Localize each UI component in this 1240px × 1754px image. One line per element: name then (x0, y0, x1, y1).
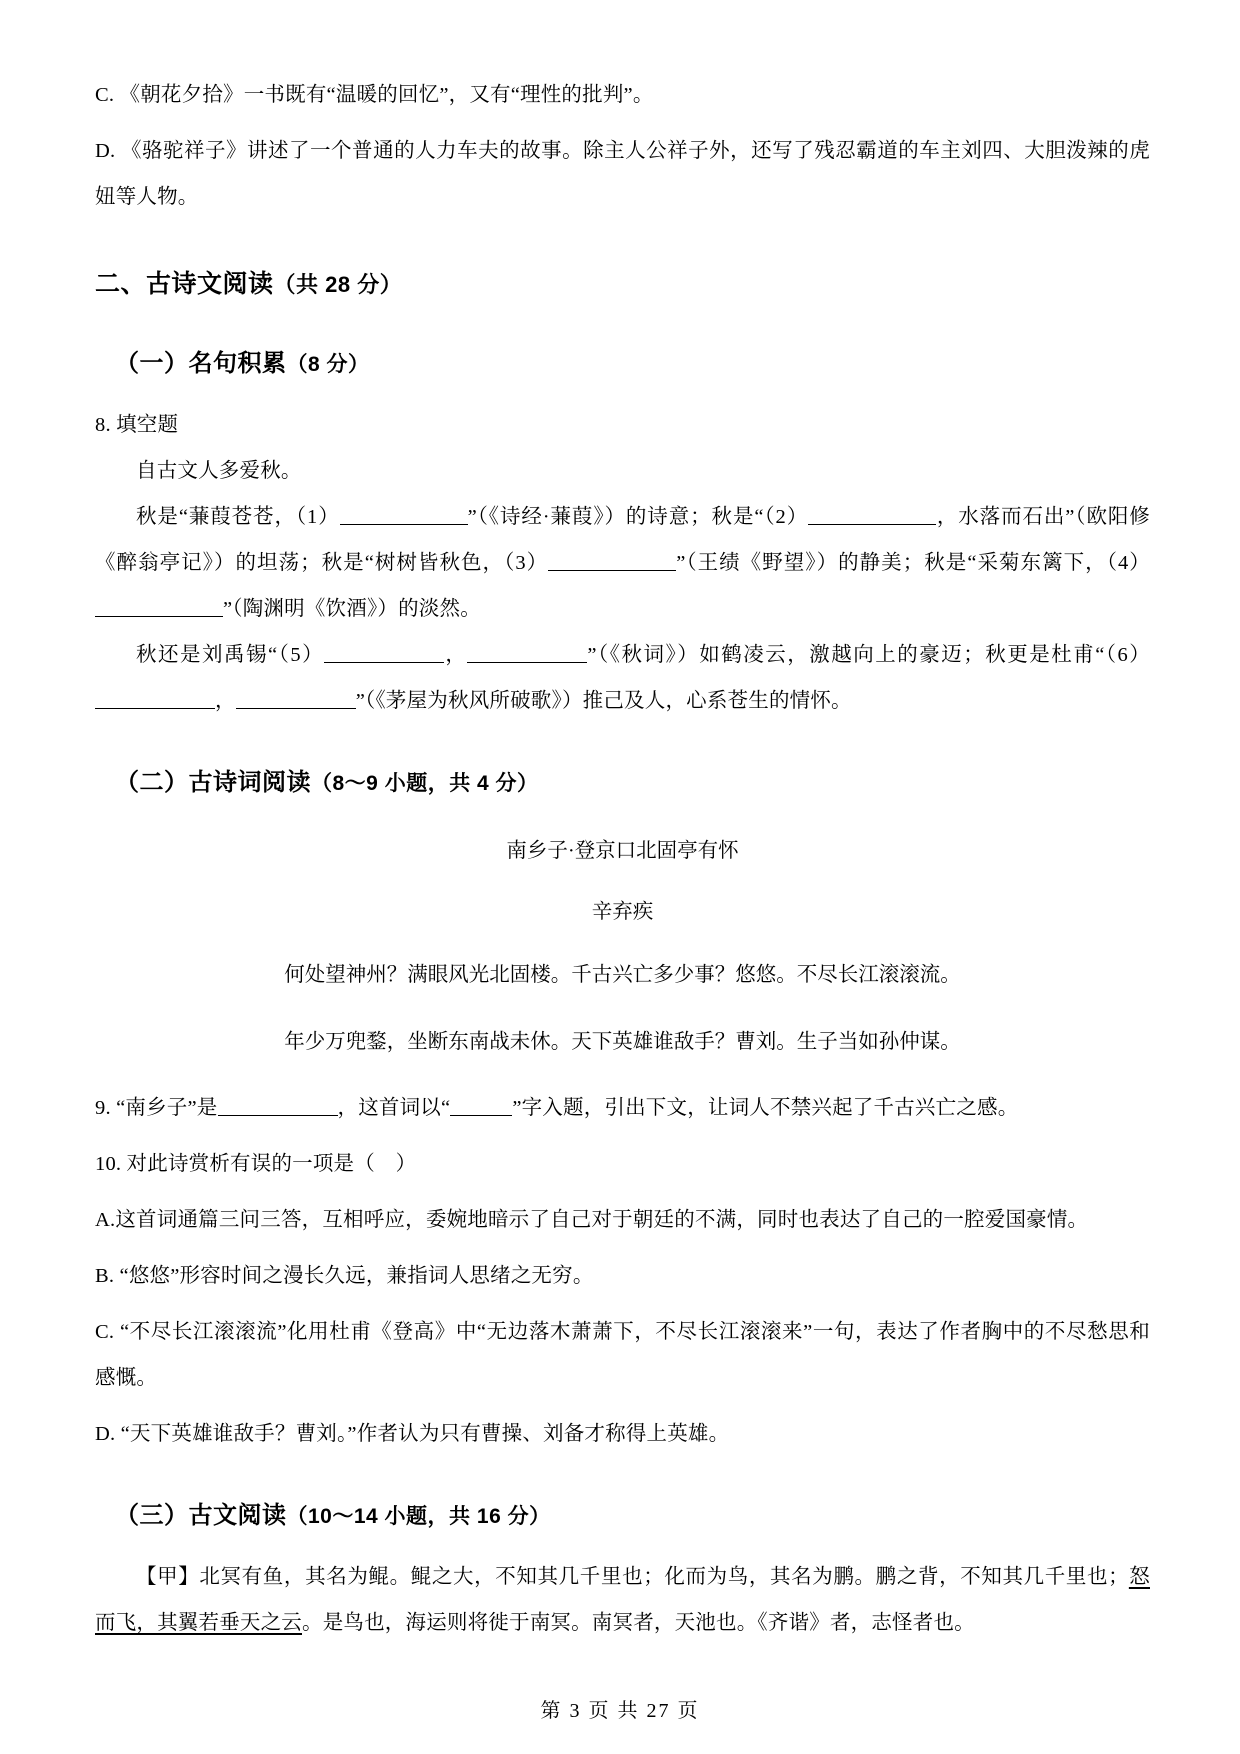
q10-option-text-a: 这首词通篇三问三答，互相呼应，委婉地暗示了自己对于朝廷的不满，同时也表达了自己的一腔爱国豪情。 (115, 1209, 1089, 1231)
q8-blank-4[interactable] (95, 596, 223, 618)
passage-jia-text-b: 。是鸟也，海运则将徙于南冥。南冥者，天池也。《齐谐》者，志怪者也。 (302, 1612, 975, 1634)
q8-blank-5b[interactable] (467, 642, 587, 664)
poem-line-2: 年少万兜鍪，坐断东南战未休。天下英雄谁敌手？曹刘。生子当如孙仲谋。 (284, 1030, 961, 1053)
page-footer: 第 3 页 共 27 页 (540, 1700, 700, 1722)
q8-blank-3[interactable] (548, 550, 676, 572)
option-row-c (95, 72, 1150, 118)
option-row-d (95, 128, 1150, 220)
subsection-heading-one-label: （一）名句积累 (115, 350, 287, 377)
subsection-heading-two (115, 764, 1150, 803)
q10-option-row-c (95, 1309, 1150, 1401)
question-10: 10. 对此诗赏析有误的一项是（ ） (95, 1153, 417, 1175)
option-text-c: 《朝花夕拾》一书既有“温暖的回忆”，又有“理性的批判”。 (119, 84, 654, 106)
q8-blank-marker-5: （5） (277, 644, 325, 666)
option-text-d: 《骆驼祥子》讲述了一个普通的人力车夫的故事。除主人公祥子外，还写了残忍霸道的车主刘四、大胆泼辣的虎妞等人物。 (95, 140, 1151, 208)
question-9 (95, 1085, 1150, 1131)
q10-option-label-b: B. (95, 1265, 115, 1287)
q10-option-text-c: “不尽长江滚滚流”化用杜甫《登高》中“无边落木萧萧下，不尽长江滚滚来”一句，表达了作者胸中的不尽愁思和感慨。 (95, 1321, 1151, 1389)
q8-blank-5a[interactable] (324, 642, 444, 664)
question-8-lead: 自古文人多爱秋。 (136, 460, 302, 482)
q10-option-label-a: A. (95, 1209, 116, 1231)
q10-option-row-d (95, 1411, 1150, 1457)
question-8-paragraph-2 (95, 632, 1150, 724)
poem-line-1: 何处望神州？满眼风光北固楼。千古兴亡多少事？悠悠。不尽长江滚滚流。 (284, 964, 961, 986)
section-heading-two-label: 二、古诗文阅读 (95, 270, 274, 298)
poem-title: 南乡子·登京口北固亭有怀 (506, 840, 739, 862)
q10-option-label-d: D. (95, 1423, 116, 1445)
q8-blank-6a[interactable] (95, 688, 215, 710)
question-8-paragraph-1 (95, 494, 1150, 632)
q8-blank-marker-3: （3） (504, 552, 549, 574)
q9-text-b: ，这首词以“ (337, 1097, 451, 1119)
q8-blank-1[interactable] (340, 504, 468, 526)
q9-blank-2[interactable] (450, 1095, 512, 1117)
passage-jia (95, 1554, 1150, 1646)
poem-author: 辛弃疾 (591, 900, 654, 923)
q10-option-row-b (95, 1253, 1150, 1299)
section-heading-two-score: （共 28 分） (273, 272, 403, 297)
subsection-heading-one (115, 345, 1150, 384)
q8-p1-text-a: 秋是“蒹葭苍苍， (136, 506, 296, 528)
subsection-heading-three-score: （10～14 小题，共 16 分） (286, 1505, 551, 1528)
q8-p1-text-b: ”（《诗经·蒹葭》）的诗意；秋是“ (467, 506, 764, 528)
q8-blank-marker-1: （1） (295, 506, 340, 528)
q8-p2-text-e: ”（《茅屋为秋风所破歌》）推己及人，心系苍生的情怀。 (355, 690, 852, 712)
q8-blank-marker-6: （6） (1104, 644, 1150, 666)
q9-text-c: ”字入题，引出下文，让词人不禁兴起了千古兴亡之感。 (512, 1097, 1019, 1119)
subsection-heading-two-label: （二）古诗词阅读 (115, 769, 311, 796)
q8-p2-text-c: ”（《秋词》）如鹤凌云，激越向上的豪迈；秋更是杜甫“ (587, 644, 1105, 666)
subsection-heading-one-score: （8 分） (286, 353, 370, 376)
q8-blank-2[interactable] (808, 504, 936, 526)
q8-p2-text-a: 秋还是刘禹锡“ (136, 644, 278, 666)
q10-option-text-d: “天下英雄谁敌手？曹刘。”作者认为只有曹操、刘备才称得上英雄。 (120, 1423, 730, 1445)
section-heading-two (95, 264, 1150, 305)
q10-option-row-a (95, 1197, 1150, 1243)
q9-text-a: 9. “南乡子”是 (95, 1097, 218, 1119)
passage-jia-underlined: 怒而飞，其翼若垂天之云 (95, 1566, 1150, 1634)
q8-p1-text-e: ”（陶渊明《饮酒》）的淡然。 (223, 598, 481, 620)
option-label-d: D. (95, 140, 116, 162)
q8-p2-text-b: ， (444, 644, 468, 666)
page-content (95, 72, 1150, 1646)
q8-p2-text-d: ， (215, 690, 236, 712)
subsection-heading-three (115, 1497, 1150, 1536)
q8-blank-marker-2: （2） (763, 506, 809, 528)
q8-p1-text-c: ，水落而石出”（欧阳修《醉翁亭记》）的坦荡；秋是“树树皆秋色， (95, 506, 1150, 574)
subsection-heading-three-label: （三）古文阅读 (115, 1502, 287, 1529)
q8-blank-marker-4: （4） (1106, 552, 1150, 574)
q10-option-text-b: “悠悠”形容时间之漫长久远，兼指词人思绪之无穷。 (119, 1265, 594, 1287)
q9-blank-1[interactable] (218, 1095, 338, 1117)
option-label-c: C. (95, 84, 115, 106)
subsection-heading-two-score: （8～9 小题，共 4 分） (311, 772, 539, 795)
q8-p1-text-d: ”（王绩《野望》）的静美；秋是“采菊东篱下， (676, 552, 1107, 574)
passage-jia-text-a: 【甲】北冥有鱼，其名为鲲。鲲之大，不知其几千里也；化而为鸟，其名为鹏。鹏之背，不知其几千里也； (136, 1566, 1129, 1588)
q8-blank-6b[interactable] (236, 688, 356, 710)
question-8-number: 8. 填空题 (95, 414, 179, 436)
q10-option-label-c: C. (95, 1321, 115, 1343)
